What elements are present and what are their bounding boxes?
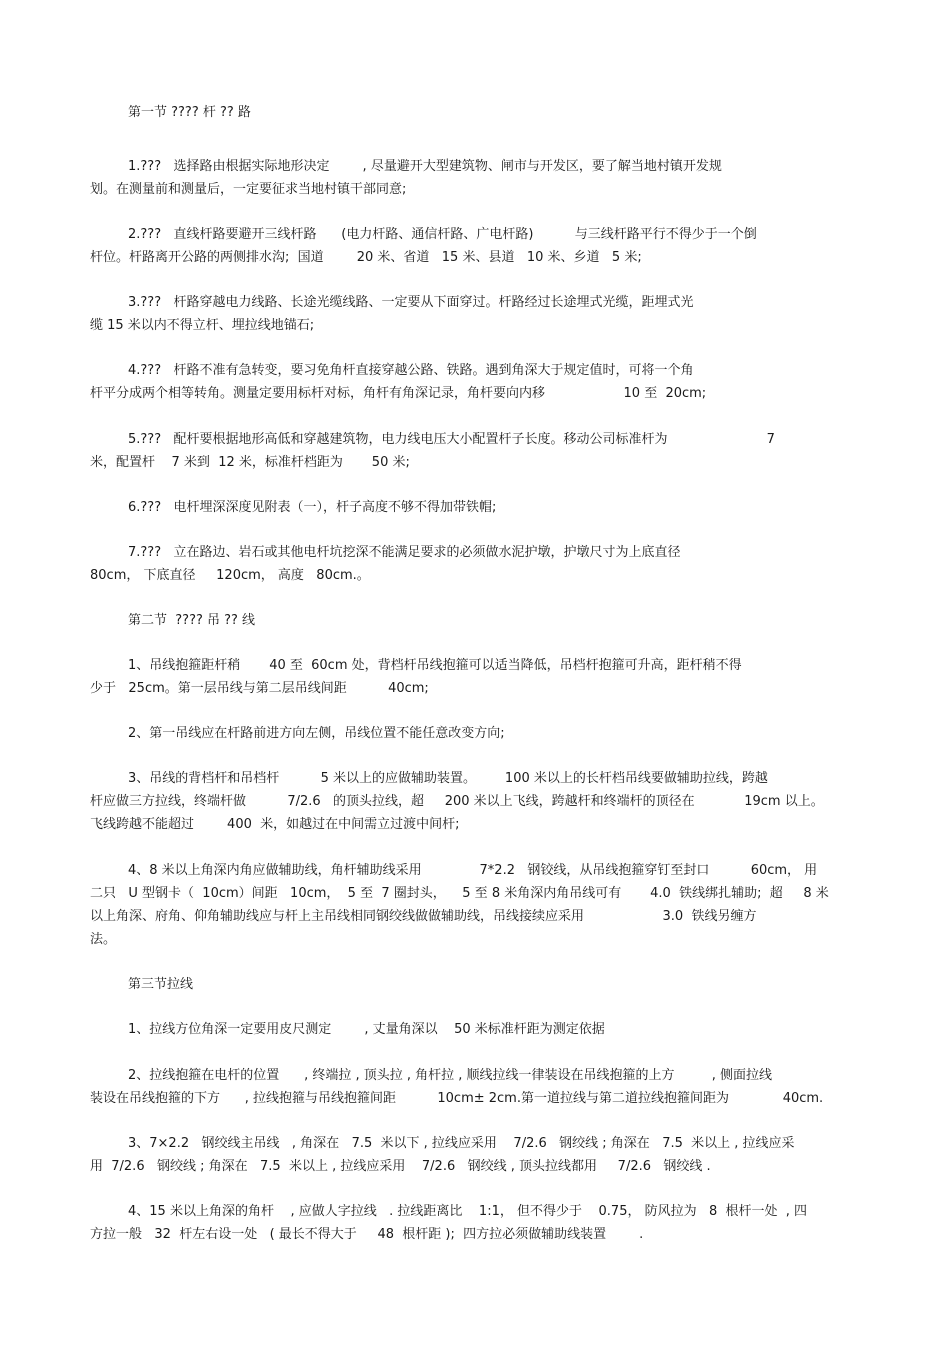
paragraph-line: 方拉一般 32 杆左右设一处 ( 最长不得大于 48 根杆距 ); 四方拉必须做辅助线装置 .: [90, 1227, 644, 1242]
paragraph-line: 装设在吊线抱箍的下方 , 拉线抱箍与吊线抱箍间距 10cm± 2cm.第一道拉线与第二道拉线抱箍间距为 40cm.: [90, 1091, 824, 1106]
section-heading: 第二节 ???? 吊 ?? 线: [128, 613, 256, 628]
paragraph-line: 7.??? 立在路边、岩石或其他电杆坑挖深不能满足要求的必须做水泥护墩，护墩尺寸为上底直径: [128, 545, 681, 560]
paragraph-line: 杆位。杆路离开公路的两侧排水沟; 国道 20 米、省道 15 米、县道 10 米、乡道 5 米;: [90, 250, 642, 265]
paragraph-line: 2、拉线抱箍在电杆的位置 , 终端拉 , 顶头拉 , 角杆拉 , 顺线拉线一律装设在吊线抱箍的上方 , 侧面拉线: [128, 1068, 772, 1083]
paragraph-line: 米，配置杆 7 米到 12 米，标准杆档距为 50 米;: [90, 455, 410, 470]
paragraph-line: 1.??? 选择路由根据实际地形决定 , 尽量避开大型建筑物、闸市与开发区，要了解当地村镇开发规: [128, 159, 722, 174]
paragraph-line: 3.??? 杆路穿越电力线路、长途光缆线路、一定要从下面穿过。杆路经过长途埋式光缆，距埋式光: [128, 295, 694, 310]
paragraph-line: 划。在测量前和测量后，一定要征求当地村镇干部同意;: [90, 182, 407, 197]
paragraph-line: 1、拉线方位角深一定要用皮尺测定 , 丈量角深以 50 米标准杆距为测定依据: [128, 1022, 605, 1037]
paragraph-line: 二只 U 型钢卡（ 10cm）间距 10cm， 5 至 7 圈封头， 5 至 8 米角深内角吊线可有 4.0 铁线绑扎辅助; 超 8 米: [90, 886, 829, 901]
paragraph-line: 飞线跨越不能超过 400 米，如越过在中间需立过渡中间杆;: [90, 817, 460, 832]
paragraph-line: 3、7×2.2 钢绞线主吊线 , 角深在 7.5 米以下 , 拉线应采用 7/2.6 钢绞线 ; 角深在 7.5 米以上 , 拉线应采: [128, 1136, 795, 1151]
paragraph-line: 1、吊线抱箍距杆稍 40 至 60cm 处，背档杆吊线抱箍可以适当降低，吊档杆抱箍可升高，距杆稍不得: [128, 658, 742, 673]
paragraph-line: 杆平分成两个相等转角。测量定要用标杆对标，角杆有角深记录，角杆要向内移 10 至 20cm;: [90, 386, 707, 401]
paragraph-line: 5.??? 配杆要根据地形高低和穿越建筑物，电力线电压大小配置杆子长度。移动公司标准杆为 7: [128, 432, 775, 447]
paragraph-line: 以上角深、府角、仰角辅助线应与杆上主吊线相同钢绞线做做辅助线，吊线接续应采用 3.0 铁线另缠方: [90, 909, 757, 924]
section-heading: 第一节 ???? 杆 ?? 路: [128, 105, 251, 120]
paragraph-line: 杆应做三方拉线，终端杆做 7/2.6 的顶头拉线，超 200 米以上飞线，跨越杆和终端杆的顶径在 19cm 以上。: [90, 794, 824, 809]
paragraph-line: 4、15 米以上角深的角杆 , 应做人字拉线 . 拉线距离比 1:1， 但不得少于 0.75， 防风拉为 8 根杆一处 , 四: [128, 1204, 808, 1219]
paragraph-line: 6.??? 电杆埋深深度见附表（一），杆子高度不够不得加带铁帽;: [128, 500, 497, 515]
paragraph-line: 缆 15 米以内不得立杆、埋拉线地锚石;: [90, 318, 315, 333]
paragraph-line: 4、8 米以上角深内角应做辅助线，角杆辅助线采用 7*2.2 钢铰线，从吊线抱箍穿钉至封口 60cm， 用: [128, 863, 818, 878]
paragraph-line: 2.??? 直线杆路要避开三线杆路 (电力杆路、通信杆路、广电杆路) 与三线杆路平行不得少于一个倒: [128, 227, 757, 242]
paragraph-line: 法。: [90, 932, 117, 947]
paragraph-line: 80cm， 下底直径 120cm， 高度 80cm.。: [90, 568, 370, 583]
paragraph-line: 3、吊线的背档杆和吊档杆 5 米以上的应做辅助装置。 100 米以上的长杆档吊线要做辅助拉线，跨越: [128, 771, 768, 786]
paragraph-line: 4.??? 杆路不准有急转变，要习免角杆直接穿越公路、铁路。遇到角深大于规定值时，可将一个角: [128, 363, 694, 378]
paragraph-line: 少于 25cm。第一层吊线与第二层吊线间距 40cm;: [90, 681, 429, 696]
paragraph-line: 用 7/2.6 钢绞线 ; 角深在 7.5 米以上 , 拉线应采用 7/2.6 钢绞线 , 顶头拉线都用 7/2.6 钢绞线 .: [90, 1159, 711, 1174]
paragraph-line: 2、第一吊线应在杆路前进方向左侧，吊线位置不能任意改变方向;: [128, 726, 505, 741]
section-heading: 第三节拉线: [128, 977, 194, 992]
